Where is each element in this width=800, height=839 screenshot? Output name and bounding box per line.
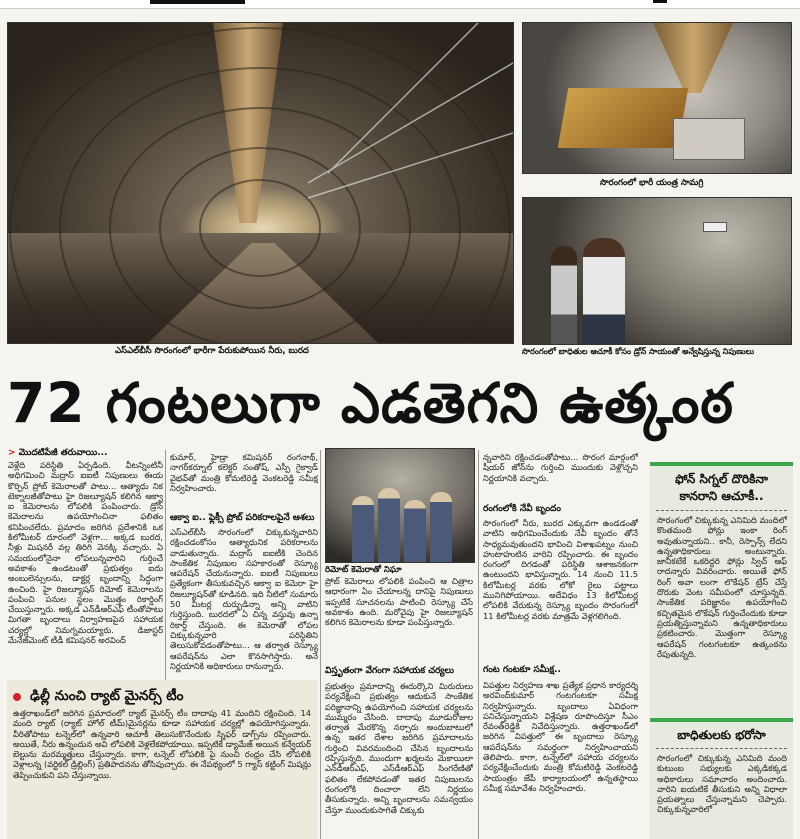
tunnel-rings (8, 23, 513, 343)
page-top-strip (0, 0, 800, 9)
column-4-text-bottom: విపత్తుల నిర్వహణ శాఖ ప్రత్యేక ప్రధాన కార్యదర్శి అరవింద్‌కుమార్ గంటగంటకూ సమీక్ష నిర్వహిస్తున్నారు. బృందాలు ఏవిధంగా పనిచేస్తున్నాయని విశ్లేషణ రూపొందిస్తూ సీఎం రేవంత్‌రెడ్డికి నివేదిస్తున్నారు. ఉత్తరాఖండ్‌లో జరిగిన విపత్తులో ఈ బృందాలు రెస్క్యూ ఆపరేషన్‌ను సమర్థంగా నిర్వహించాయని తెలిపారు. కాగా, టన్నెల్‌లో సహాయ చర్యలను పర్యవేక్షించేందుకు మంత్రి కోమటిరెడ్డి వెంకటరెడ్డి సాయంత్రం జేపీ కార్యాలయంలో ఉన్నతస్థాయి సమీక్ష సమావేశం నిర్వహించారు. (483, 680, 638, 793)
sidebar-head-assurance: బాధితులకు భరోసా (677, 728, 766, 742)
tunnel-machinery-photo (522, 22, 792, 174)
remote-camera-photo (325, 448, 475, 563)
camera-caption: రిమోట్ కెమెరాతో నిఘా (325, 565, 402, 575)
column-3-subhead: విస్తృతంగా వేగంగా సహాయక చర్యలు (325, 666, 455, 676)
rescue-worker (378, 488, 400, 562)
column-1-text: వెళ్లేది పరిస్థితి ఏర్పడింది. వీటన్నింటినీ అధిగమించి మద్రాస్ ఐఐటీ నిపుణులు ఈయ కొర్పిన్ ప్రోబ్ కెమెరాలతో పాటు... ఆత్యాధు నిక టెక్నాలజీతోపాటు హై రిజల్యూషన్ కలిగిన ఆక్వా ఐ కెమెరాలను లోపలికి పంపించారు. డ్రోన్ కెమెరాలను ఉపయోగించినా ఫలితం కనిపించలేదు. ప్రమాదం జరిగిన ప్రదేశానికి ఒక కిలోమీటర్ దూరంలో వెళ్లగా... అక్కడ బురద, నీళ్లు మిషనరీ వల్ల తిరిగి వెనక్కి వచ్చారు. ఏ సమయంలోనైనా లోపలున్నవారిని గుర్తించే అవకాశం ఉండటంతో ప్రభుత్వం ఐదు అంబులెన్సులను, డాక్టర్ల బృందాన్ని సిద్ధంగా ఉంచింది. హై రిజల్యూషన్ రిమోట్ కెమెరాలను పంపించి పనుల స్థలం మొత్తం రికార్డింగ్ చేయిస్తున్నారు. అక్కడ ఎన్‌డీఆర్‌ఎఫ్ టీంతోపాటు మిగతా బృందాలు నిర్వాహణపైన సహాయక చర్యల్లో నిమగ్నమయ్యారు. డిజాస్టర్ మేనేజ్‌మెంట్ టీడీ కమిషనర్ అరవింద్ (8, 460, 163, 646)
rescue-worker (430, 492, 452, 562)
column-divider (478, 450, 479, 839)
arrow-icon: > (8, 448, 16, 458)
column-4-subhead-navy: రంగంలోకి నేవీ బృందం (483, 504, 561, 514)
tunnel-photo-main (7, 22, 514, 344)
machinery-cabin (673, 118, 745, 160)
drone-search-photo (522, 197, 792, 345)
main-photo-caption: ఎస్ఎల్‌బీసీ సొరంగంలో భారీగా పేరుకుపోయిన నీరు, బురద (115, 346, 309, 356)
column-2-text-top: కుమార్, హైడ్రా కమిషనర్ రంగనాథ్, నాగర్‌కర్నూల్ కలెక్టర్ సంతోష్, ఎస్పీ గైక్వాడ్ వైభవ్‌తో మంత్రి కోమటిరెడ్డి వెంకటరెడ్డి సమీక్ష నిర్వహించారు. (170, 452, 318, 493)
headline: 72 గంటలుగా ఎడతెగని ఉత్కంఠ (7, 371, 734, 435)
sidebar-rule (656, 510, 787, 511)
sidebar-head-signal: ఫోన్ సిగ్నల్ దొరికినా కానరాని ఆచూకీ.. (675, 472, 768, 503)
column-divider (320, 450, 321, 839)
machinery (558, 88, 689, 148)
rescue-worker (551, 246, 577, 344)
continuation-kicker (8, 448, 107, 460)
masthead-mark (653, 0, 667, 3)
drone-photo-caption: సొరంగంలో బాధితుల ఆచూకీ కోసం డ్రోన్ సాయంతో అన్వేషిస్తున్న నిపుణులు (522, 347, 755, 356)
column-2-subhead: ఆక్వా ఐ.. ఫ్లెక్సీ ప్రోబ్ పరికరాలపైనే ఆశలు (170, 513, 315, 523)
drone-icon (703, 222, 727, 232)
sidebar-accent-bar (650, 718, 793, 722)
rat-miners-text: ఉత్తరాఖండ్‌లో జరిగిన ప్రమాదంలో ర్యాట్ మైనర్స్ టీం దాదాపు 41 మందిని రక్షించింది. 14 మంది ర్యాట్ (ర్యాట్ హోల్ టీమ్)మైనర్లను కూడా సహాయక చర్యల్లో ఉపయోగిస్తున్నారు. వీరితోపాటు టన్నెల్‌లో ఉన్నవారి ఆచూకీ తెలుసుకొనేందుకు స్నిఫర్ డాగ్స్‌ను రప్పించారు. అయితే, నీరు ఉన్నందున అవి లోపలికి వెళ్లలేకపోయాయి. ఇప్పటికే డ్యామేజ్ అయిన కన్వేయర్ బెల్టును మరమ్మత్తులు చేస్తున్నారు. కాగా, టన్నెల్ లోపలికి పై నుంచి రంధ్రం చేసి లోపలికి వెళ్లాలన్న (వర్టికల్ డ్రిల్లింగ్) ప్రతిపాదనను తోసిపుచ్చారు. ఈ నేపథ్యంలో 5 గ్యాస్ కట్టింగ్ మిషన్లు తెప్పించుకుని పని చేస్తున్నాయి. (13, 708, 311, 780)
drone-operator (583, 238, 625, 344)
sidebar-accent-bar (650, 462, 793, 466)
masthead-fragment (150, 0, 245, 4)
sidebar-text-assurance: సొరంగంలో చిక్కుకున్న ఎనిమిది మంది కుటుంబ సభ్యులకు ఎక్కడికక్కడ అధికారులు సమాచారం అందించారు. వారిని ఐయటికే తీసుకుని అన్ని విధాలా ప్రయత్నాలు చేస్తున్నామని చెప్పారు. చిక్కుకున్నవారిలో (657, 753, 787, 815)
sidebar-rule (656, 748, 787, 749)
bullet-icon (13, 693, 21, 701)
ventilation-pipe (653, 23, 733, 93)
column-2-text: ఎస్‌ఎల్‌బీసీ సొరంగంలో చిక్కుకున్నవారిని రక్షించడంకోసం ఆత్యాధునిక పరికరాలను వాడుతున్నారు. మద్రాస్ ఐఐటీకి చెందిన సాంకేతిక నిపుణుల సహకారంతో రెస్క్యూ ఆపరేషన్ చేయనున్నారు. ఐఐటీ నిపుణులు ప్రత్యేకంగా తీసుకువచ్చిన ఆక్వా ఐ కెమెరా హై రిజల్యూషన్‌తో కూడినది. ఇది నీటిలో సుమారు 50 మీటర్ల దుర్భుడిన్నా అన్ని వాటిని గుర్తిస్తుంది. బురదలో ఏ చిన్న వస్తువు ఉన్నా రికార్డ్ చేస్తుంది. ఈ కెమెరాతో లోపల చిక్కుకున్నవారి పరిస్థితిని తెలుసుకోవడంతోపాటు... ఆ తర్వాత రెస్క్యూ ఆపరేషన్‌ను ఎలా కొనసాగిస్తారు. అనే నిర్ణయానికి అధికారులు రానున్నారు. (170, 527, 318, 671)
column-4-subhead-review: గంట గంటకూ సమీక్ష.. (483, 665, 561, 675)
sidebar-text-signal: సొరంగంలో చిక్కుకున్న ఎనిమిది మందిలో కొంతమంది ఫోన్లు ఇంకా రింగ్ అవుతున్నాయని.. కానీ, రెస్పాన్స్ లేదని ఉన్నతాధికారులు అంటున్నారు. జానీకటేకే ఒకరిద్దరి ఫోన్లు స్విచ్ ఆఫ్ రాదన్నారు వివరించారు. అయితే ఫోన్ రింగ్ అవా లంగా లొకేషన్ ట్రేస్ చేస్తే దొరుకు వెంట సమీపంలో చూస్తున్నది. సాంకేతిక పరిజ్ఞానం ఉపయోగించి కచ్చితమైన లొకేషన్ గుర్తించేందుకు కూడా ప్రయత్నిస్తున్నామని ఉన్నతాధికారులు ప్రకటించారు. మొత్తంగా రెస్క్యూ ఆపరేషన్ గంటగంటకూ ఉత్కంఠను రేపుతున్నది. (657, 515, 787, 659)
column-divider (165, 450, 166, 680)
kicker-label: మొదటిపేజీ తరువాయి... (18, 448, 108, 458)
column-4-text-top: న్నవారిని రక్షించడంతోపాటు... సొరంగ మార్గంలో షీయర్ జోన్‌ను గుర్తించి ముందుకు వెళ్లొచ్చని నిర్ణయానికి వచ్చారు. (483, 452, 638, 483)
machine-photo-caption: సొరంగంలో భారీ యంత్ర సామగ్రి (600, 178, 704, 188)
rescue-worker (404, 500, 426, 562)
column-3-text-top: ప్రోబ్ కెమెరాలు లోపలికి పంపించి ఆ చిత్రాల ఆధారంగా ఏం చేయాలన్న దానిపై నిపుణులు ఇప్పటికే సూచనలను పాటించి రెస్క్యూ చేసే అవకాశం ఉంది. మరోవైపు హై రిజల్యూషన్ కలిగిన కెమెరాలను కూడా పంపిస్తున్నారు. (325, 576, 473, 628)
rescue-worker (352, 496, 374, 562)
column-3-text: ప్రభుత్వం ప్రమాదాన్ని ఈదుర్కొని మిరుదులు పర్యవేక్షించి ప్రభుత్వం ఆదుకునే సాంకేతిక పరిజ్ఞానాన్ని ఉపయోగించి సహాయక చర్యలను ముమ్మరం చేసింది. దాదాపు మూడురోజుల తర్వాత మేరకొన్న నర్సారు అందుబాటులో ఉన్న ఇతర దేశాల జరిగిన ప్రమాదాలను గుర్తించి వివరమందించి చేసిన బృందాలను రప్పిస్తున్నది. ముందుగా ఖర్మలను మెకాయిలా ఎన్‌డీఆర్‌ఎఫ్, ఎస్‌డీఆర్‌ఎఫ్ సింగరేణితో ఫలితం లేకపోవడంతో ఇతర నిపుణులను రంగంలోకి దించారా లేని నిర్ణయం తీసుకున్నారు. అన్ని బృందాలను సమన్వయం చేస్తూ ముందుకుసాగితే చిక్కుకు (325, 681, 473, 815)
column-4-text-middle: సొరంగంలో నీరు, బురద ఎక్కువగా ఉండడంతో వాటిని అధిగమించేందుకు నేవీ బృందం తోనే సాధ్యమవుతుందని భావించి విశాఖపట్నం నుంచి హుటాహుటిన వారిని రప్పించారు. ఈ బృందం రంగంలో దిగడంతో పరిస్థితి ఆశాజనకంగా ఉంటుందని భావిస్తున్నారు. 14 నుంచి 11.5 కిలోమీటర్ల వరకు లోకో రైలు పట్టాలు మునిగిపోయాయి. అదేవిధం 13 కిలోమీటర్ల లోపలికి వేరుకున్న రెస్క్యూ బృందం సొరంగంలో 11 కిలోమీటర్ల వరకు మాత్రమే వెళ్లగలిగింది. (483, 518, 638, 621)
rat-miners-title: ఢిల్లీ నుంచి ర్యాట్ మైనర్స్ టీం (30, 688, 184, 704)
